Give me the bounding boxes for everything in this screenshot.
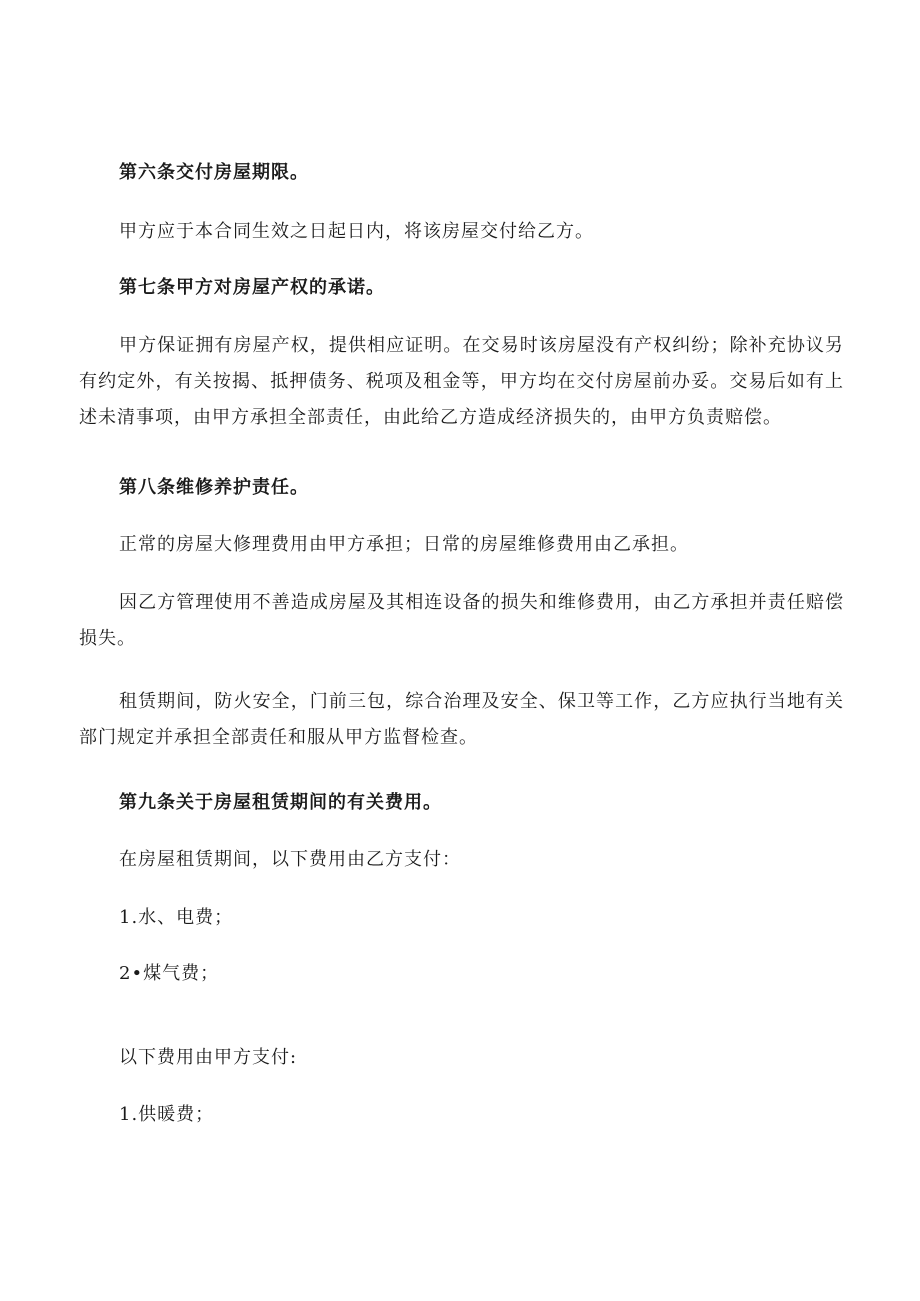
article-8-body-2: 因乙方管理使用不善造成房屋及其相连设备的损失和维修费用，由乙方承担并责任赔偿损失。: [79, 592, 844, 649]
article-9-body-landlord-pays: 以下费用由甲方支付:: [119, 1047, 298, 1068]
article-8-heading: 第八条维修养护责任。: [119, 477, 309, 498]
article-9-body-tenant-pays: 在房屋租赁期间，以下费用由乙方支付：: [119, 849, 461, 870]
article-7-body: 甲方保证拥有房屋产权，提供相应证明。在交易时该房屋没有产权纠纷；除补充协议另有约定外，有关按揭、抵押债务、税项及租金等，甲方均在交付房屋前办妥。交易后如有上述未清事项，由甲方承担全部责任，由此给乙方造成经济损失的，由甲方负责赔偿。: [79, 335, 844, 428]
article-6-body: 甲方应于本合同生效之日起日内，将该房屋交付给乙方。: [119, 221, 594, 242]
article-6-heading: 第六条交付房屋期限。: [119, 162, 309, 183]
list-item-water-electricity: 1.水、电费；: [119, 907, 234, 928]
list-item-gas: 2•煤气费；: [119, 963, 220, 984]
article-9-heading: 第九条关于房屋租赁期间的有关费用。: [119, 792, 442, 813]
list-item-heating: 1.供暖费；: [119, 1104, 215, 1125]
article-8-body-1: 正常的房屋大修理费用由甲方承担；日常的房屋维修费用由乙承担。: [119, 534, 689, 555]
article-7-heading: 第七条甲方对房屋产权的承诺。: [119, 277, 385, 298]
article-8-body-3: 租赁期间，防火安全，门前三包，综合治理及安全、保卫等工作，乙方应执行当地有关部门规定并承担全部责任和服从甲方监督检查。: [79, 691, 844, 748]
